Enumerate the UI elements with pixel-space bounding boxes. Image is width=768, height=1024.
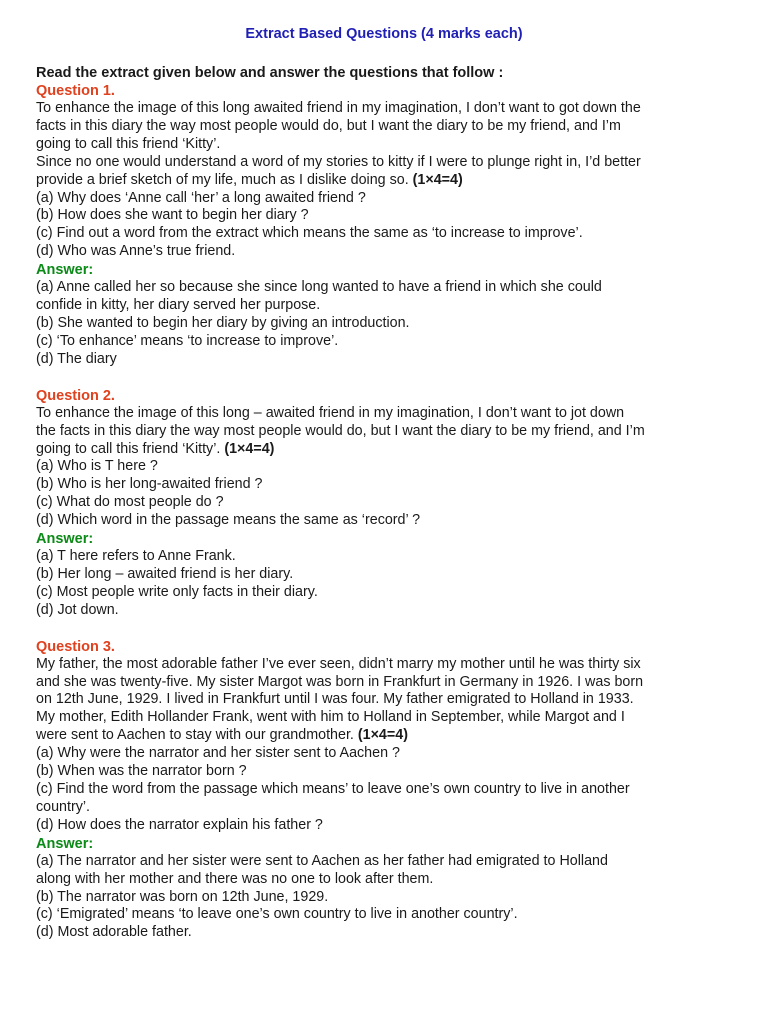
answer-line: (d) The diary: [36, 350, 117, 367]
extract-line: [36, 727, 718, 745]
question-block: [36, 638, 718, 943]
question-item: (b) When was the narrator born ?: [36, 763, 247, 780]
extract-line: and she was twenty-five. My sister Margot was born in Frankfurt in Germany in 1926. I was born: [36, 673, 644, 690]
question-heading: Question 1.: [36, 83, 115, 99]
marks-label: (1×4=4): [224, 440, 275, 457]
extract-line: My father, the most adorable father I’ve ever seen, didn’t marry my mother until he was thirty six: [36, 655, 641, 672]
marks-label: (1×4=4): [357, 727, 408, 744]
question-block: [36, 387, 718, 620]
question-item: (a) Why does ‘Anne call ‘her’ a long awaited friend ?: [36, 189, 366, 206]
extract-line: [36, 172, 718, 190]
question-item: (c) Find the word from the passage which means’ to leave one’s own country to live in another: [36, 781, 630, 797]
extract-line: To enhance the image of this long awaited friend in my imagination, I don’t want to got down the: [36, 100, 641, 116]
extract-line: To enhance the image of this long – awaited friend in my imagination, I don’t want to jot down: [36, 404, 625, 421]
answer-heading: Answer:: [36, 262, 94, 279]
question-item: (a) Who is T here ?: [36, 458, 158, 475]
extract-line: on 12th June, 1929. I lived in Frankfurt until I was four. My father emigrated to Holland in 1933.: [36, 691, 634, 708]
answer-line: (c) Most people write only facts in their diary.: [36, 583, 318, 600]
extract-line: Since no one would understand a word of my stories to kitty if I were to plunge right in, I’d better: [36, 153, 641, 170]
question-item: (b) How does she want to begin her diary ?: [36, 207, 309, 224]
question-item: (a) Why were the narrator and her sister sent to Aachen ?: [36, 745, 400, 762]
answer-line: (a) Anne called her so because she since long wanted to have a friend in which she could: [36, 279, 602, 296]
extract-line: [36, 441, 718, 459]
answer-line: (b) The narrator was born on 12th June, 1929.: [36, 888, 329, 905]
answer-line: (b) Her long – awaited friend is her diary.: [36, 565, 294, 582]
extract-line: going to call this friend ‘Kitty’.: [36, 135, 221, 152]
question-block: [36, 82, 718, 369]
answer-heading: Answer:: [36, 531, 94, 548]
answer-line: along with her mother and there was no one to look after them.: [36, 870, 434, 887]
marks-label: (1×4=4): [412, 171, 463, 188]
extract-text: provide a brief sketch of my life, much as I dislike doing so.: [36, 171, 413, 188]
question-item: country’.: [36, 798, 91, 815]
answer-heading: Answer:: [36, 835, 94, 852]
answer-line: (c) ‘To enhance’ means ‘to increase to improve’.: [36, 332, 339, 349]
extract-line: the facts in this diary the way most people would do, but I want the diary to be my friend, and I’m: [36, 422, 645, 439]
answer-line: (a) T here refers to Anne Frank.: [36, 548, 236, 565]
answer-line: (d) Most adorable father.: [36, 924, 192, 941]
question-item: (d) How does the narrator explain his father ?: [36, 816, 323, 833]
question-item: (c) Find out a word from the extract which means the same as ‘to increase to improve’.: [36, 225, 583, 242]
extract-line: My mother, Edith Hollander Frank, went with him to Holland in September, while Margot and I: [36, 709, 625, 726]
extract-text: going to call this friend ‘Kitty’.: [36, 440, 225, 457]
answer-line: (d) Jot down.: [36, 601, 119, 618]
answer-line: (c) ‘Emigrated’ means ‘to leave one’s own country to live in another country’.: [36, 906, 518, 923]
question-heading: Question 2.: [36, 387, 115, 404]
page-title: Extract Based Questions (4 marks each): [245, 26, 523, 42]
question-heading: Question 3.: [36, 638, 115, 655]
answer-line: confide in kitty, her diary served her purpose.: [36, 297, 321, 314]
question-item: (c) What do most people do ?: [36, 494, 224, 511]
question-item: (d) Which word in the passage means the same as ‘record’ ?: [36, 512, 421, 529]
instructions: Read the extract given below and answer the questions that follow :: [36, 65, 504, 81]
answer-line: (b) She wanted to begin her diary by giving an introduction.: [36, 314, 410, 331]
extract-text: were sent to Aachen to stay with our grandmother.: [36, 727, 358, 744]
extract-line: facts in this diary the way most people would do, but I want the diary to be my friend, and I’m: [36, 117, 621, 134]
question-item: (b) Who is her long-awaited friend ?: [36, 476, 263, 493]
answer-line: (a) The narrator and her sister were sent to Aachen as her father had emigrated to Holland: [36, 852, 608, 869]
question-item: (d) Who was Anne’s true friend.: [36, 243, 236, 260]
